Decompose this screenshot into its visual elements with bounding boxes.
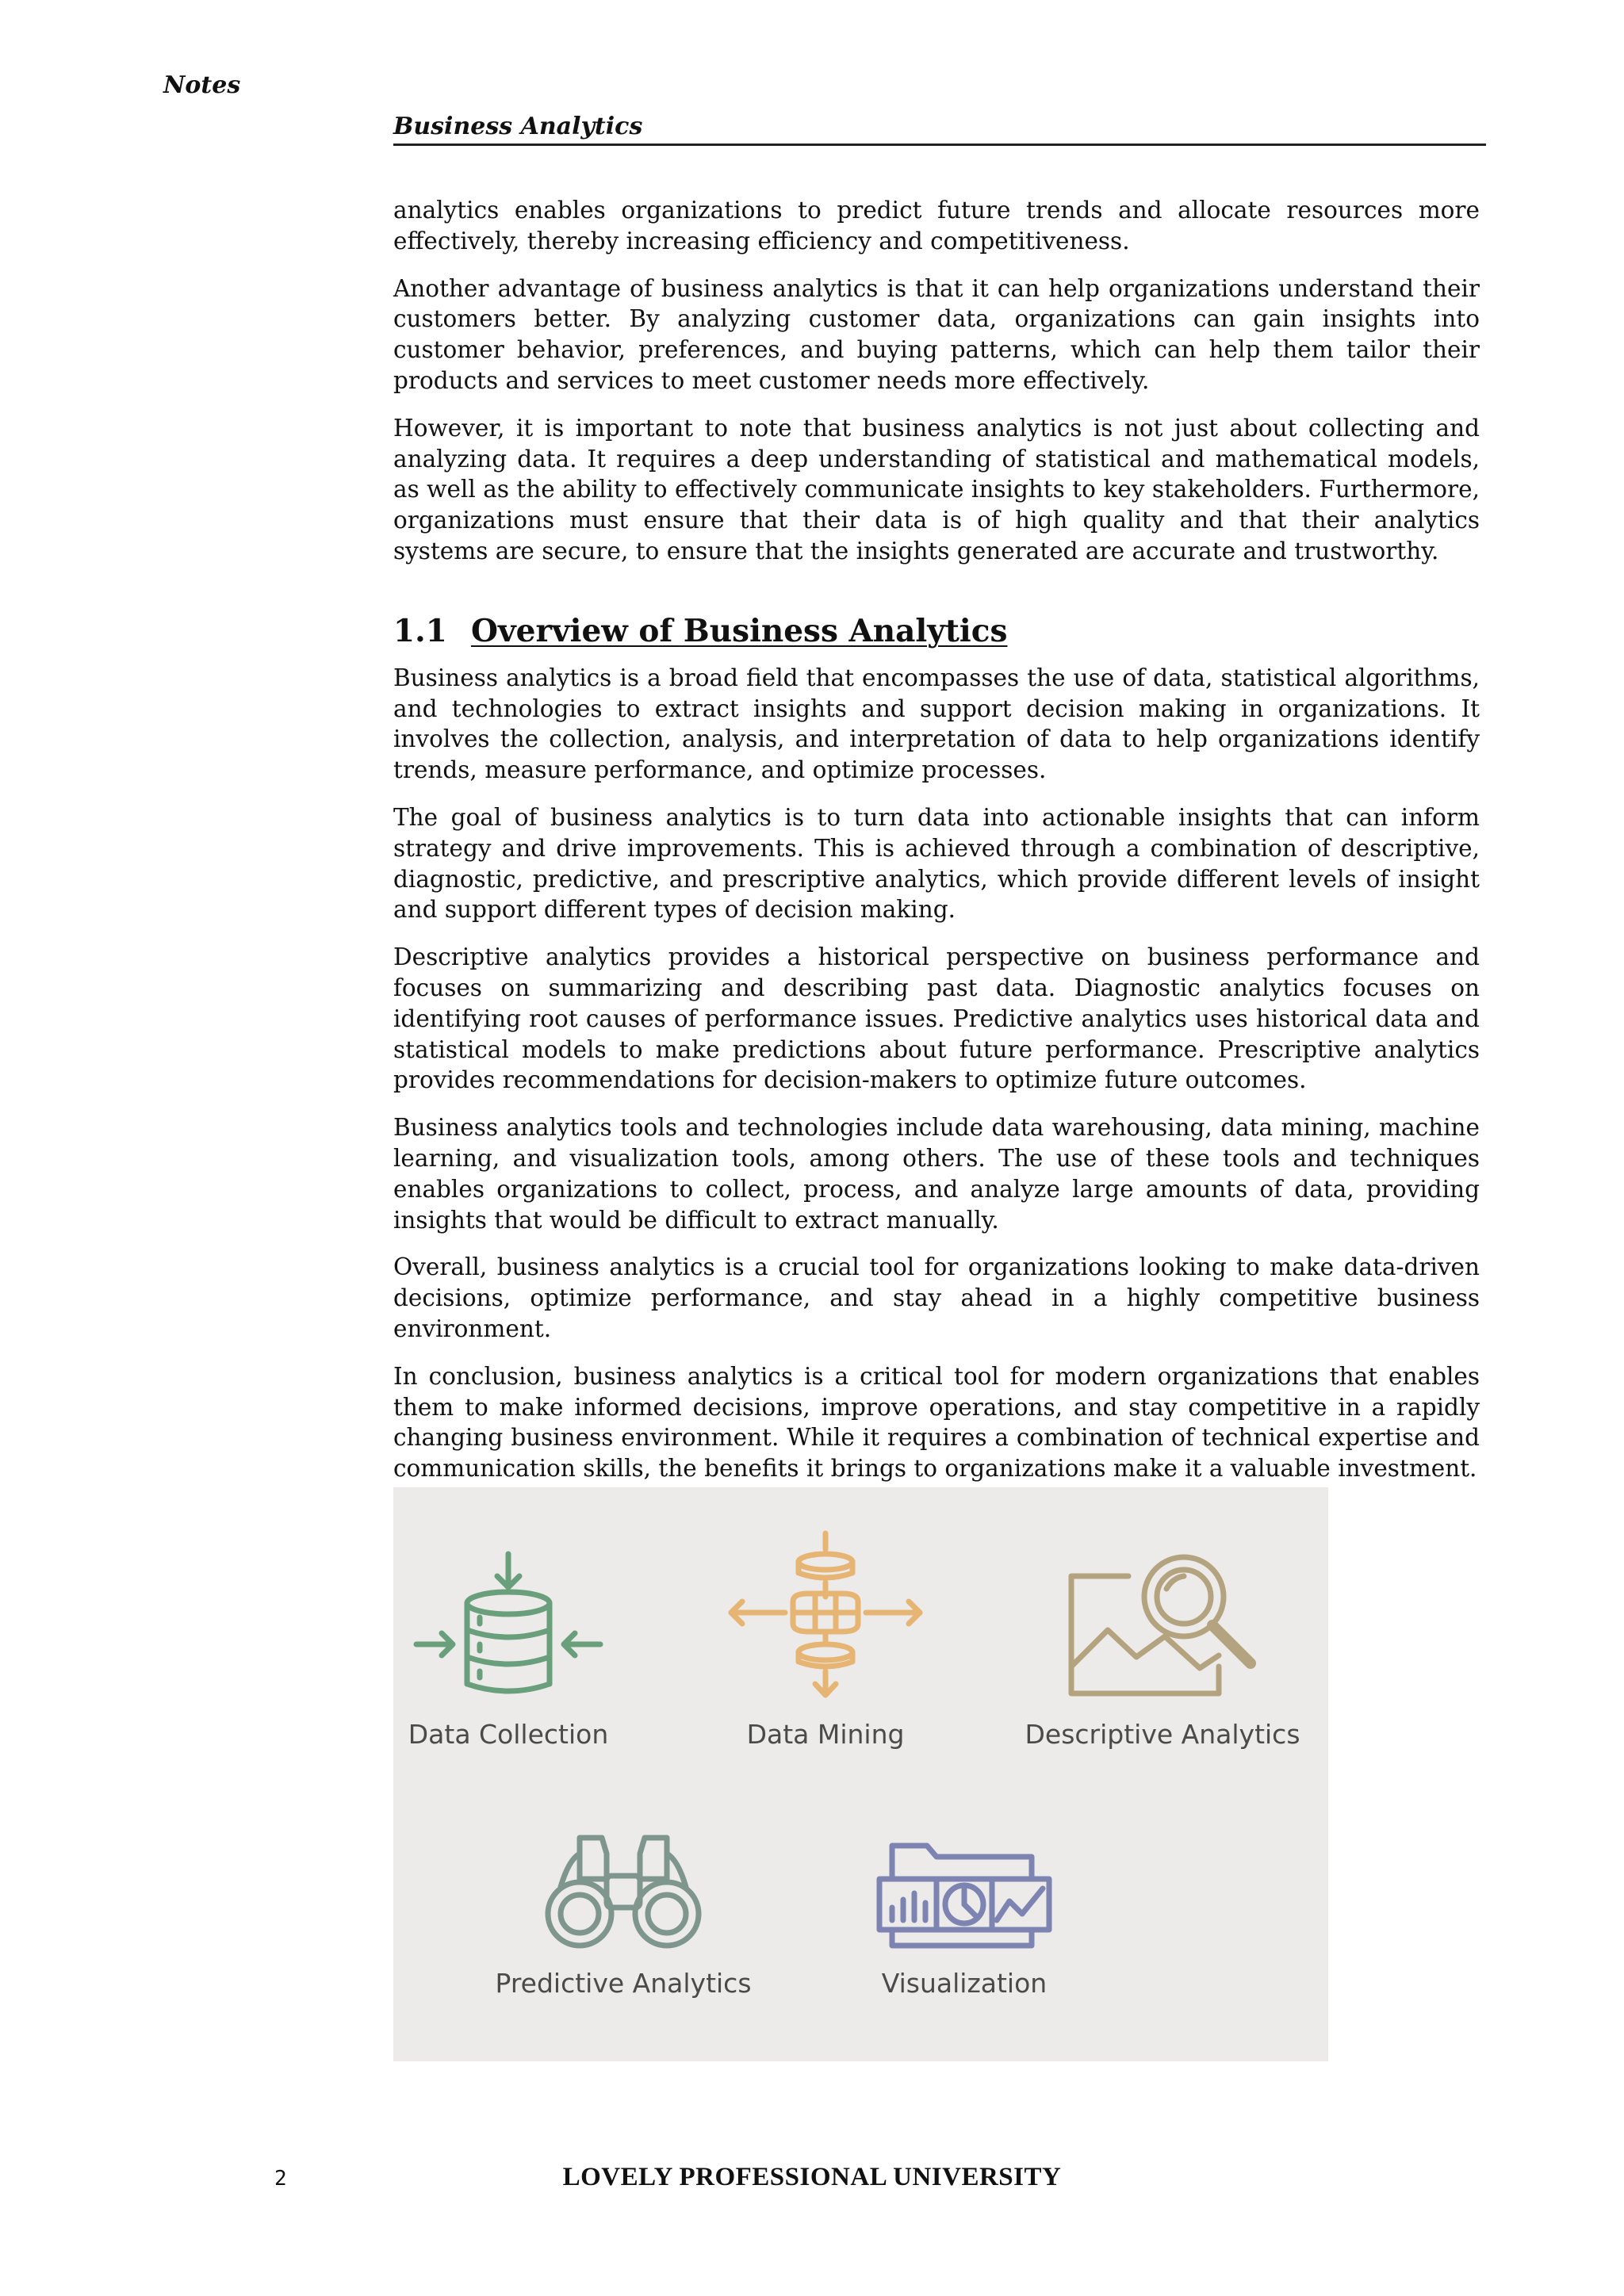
figure-label: Descriptive Analytics (1025, 1719, 1300, 1750)
binoculars-icon (540, 1831, 707, 1950)
chart-magnifier-icon (1063, 1548, 1262, 1701)
paragraph: In conclusion, business analytics is a critical tool for modern organizations that enables them to make informed decisions, improve operations, and stay competitive in a rapidly changing business environment. While it requires a combination of technical expertise and communication skills, the benefits it brings to organizations make it a valuable investment. (393, 1362, 1480, 1483)
dashboard-folder-icon (876, 1839, 1052, 1950)
paragraph: Another advantage of business analytics is that it can help organizations understand their customers better. By analyzing customer data, organizations can gain insights into customer behavior, preferences, and buying patterns, which can help them tailor their products and services to meet customer needs more effectively. (393, 274, 1480, 394)
paragraph: However, it is important to note that business analytics is not just about collecting and analyzing data. It requires a deep understanding of statistical and mathematical models, as well as the ability to effectively communicate insights to key stakeholders. Furthermore, organizations must ensure that their data is of high quality and that their analytics systems are secure, to ensure that the insights generated are accurate and trustworthy. (393, 414, 1480, 564)
section-heading (393, 613, 1480, 649)
figure-label: Predictive Analytics (495, 1968, 752, 1999)
section-title: Overview of Business Analytics (471, 612, 1008, 649)
paragraph: Descriptive analytics provides a historical perspective on business performance and focuses on summarizing and describing past data. Diagnostic analytics focuses on identifying root causes of performance issues. Predictive analytics uses historical data and statistical models to make predictions about future performance. Prescriptive analytics provides recommendations for decision-makers to optimize future outcomes. (393, 943, 1480, 1094)
paragraph: Business analytics is a broad field that encompasses the use of data, statistical algorithms, and technologies to extract insights and support decision making in organizations. It involves the collection, analysis, and interpretation of data to help organizations identify trends, measure performance, and optimize processes. (393, 664, 1480, 784)
margin-notes-label: Notes (163, 71, 241, 99)
figure-label: Visualization (881, 1968, 1048, 1999)
figure-label: Data Collection (408, 1719, 609, 1750)
paragraph: analytics enables organizations to predict future trends and allocate resources more effectively, thereby increasing efficiency and competitiveness. (393, 197, 1480, 254)
figure-item-predictive-analytics (496, 1831, 750, 1999)
paragraph: Overall, business analytics is a crucial tool for organizations looking to make data-driven decisions, optimize performance, and stay ahead in a highly competitive business environment. (393, 1253, 1480, 1342)
data-mining-icon (726, 1530, 925, 1701)
database-arrows-icon (413, 1551, 603, 1701)
page-number: 2 (274, 2167, 287, 2191)
paragraph: Business analytics tools and technologies include data warehousing, data mining, machine learning, and visualization tools, among others. The use of these tools and techniques enables organizations to collect, process, and analyze large amounts of data, providing insights that would be difficult to extract manually. (393, 1114, 1480, 1234)
figure-item-data-mining (726, 1530, 925, 1750)
figure-label: Data Mining (746, 1719, 905, 1750)
figure-item-descriptive-analytics (1025, 1548, 1300, 1750)
figure-item-visualization (861, 1839, 1067, 1999)
figure-item-data-collection (409, 1551, 607, 1750)
footer-university: LOVELY PROFESSIONAL UNIVERSITY (562, 2163, 1062, 2191)
analytics-figure (393, 1487, 1328, 2061)
section-number: 1.1 (393, 612, 447, 649)
running-header: Business Analytics (393, 113, 1486, 146)
paragraph: The goal of business analytics is to turn data into actionable insights that can inform strategy and drive improvements. This is achieved through a combination of descriptive, diagnostic, predictive, and prescriptive analytics, which provide different levels of insight and support different types of decision making. (393, 803, 1480, 924)
page-body (393, 195, 1480, 1501)
